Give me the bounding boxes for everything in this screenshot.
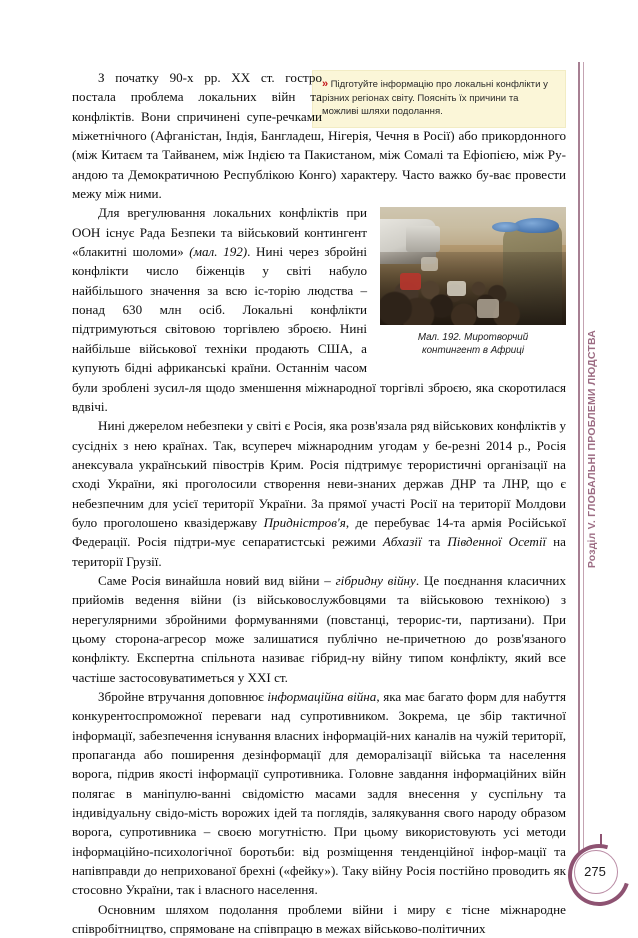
paragraph-4-text-a: Саме Росія винайшла новий вид війни –	[98, 572, 336, 588]
page-side-rule	[578, 62, 580, 852]
figure-caption	[380, 331, 566, 357]
paragraph-3	[72, 416, 566, 571]
paragraph-5-text-b: , яка має багато форм для набуття конкурентоспроможної переваги над супротивником. Зокрема, це збір тактичної інформації, забезпечення існування власних інформацій-них каналів на чужій території, пропаганда або поширення дезінформації для деморалізації війська та населення ворога, підрив якості інформації супротивника. Головне завдання інформаційних війн полягає в маніпулю-ванні свідомістю масами задля внесення у суспільну та індивідуальну свідо-мість ворожих ідей та поглядів, залякування свого народу образом ворога, супротивника – своєю могутністю. При цьому використовують усі методи інформаційно-психологічної боротьби: від розміщення тенденційної інфор-мації та напівправди до неприхованої брехні («фейку»). Таку війну Росія постійно проводить як стосовно України, так і власного населення.	[72, 689, 566, 898]
figure-192	[380, 207, 566, 357]
paragraph-3-term-transnistria: Придністров'я	[263, 514, 346, 530]
photo-blue-helmet-second	[492, 222, 520, 233]
figure-caption-line-1: Мал. 192. Миротворчий	[417, 332, 529, 344]
running-head-chapter: Розділ V. ГЛОБАЛЬНІ ПРОБЛЕМИ ЛЮДСТВА	[586, 330, 598, 569]
photo-un-vehicle-cab	[406, 226, 439, 252]
paragraph-3-text-b: , де перебуває 14-та армія Російської Федерації. Росія підтри-мує сепаратистські режими	[72, 514, 566, 550]
paragraph-4	[72, 571, 566, 687]
paragraph-1-text: З початку 90-х рр. ХХ ст. гостро постала проблема локальних війн та конфліктів. Вони спричинені супе-речками міжетнічного (Афганістан, Індія, Бангладеш, Нігерія, Чечня в Росії) або прикордонного (між Китаєм та Тайванем, між Індією та Пакистаном, між Сомалі та Ефіопією, між Ру-андою та Демократичною Республікою Конго) характеру. Часто важко бу-ває провести межу між ними.	[72, 70, 566, 202]
page-folio	[566, 842, 628, 904]
photo-un-peacekeepers	[380, 207, 566, 325]
paragraph-2-text-a: Для врегулювання локальних конфліктів при ООН існує Рада Безпеки та військовий контингент «блакитні шоломи»	[72, 205, 367, 260]
photo-child-beige-shirt	[477, 299, 499, 318]
paragraph-4-text-b: . Це поєднання класичних прийомів ведення війни (із військовослужбовцями та військовою технікою) з нерегулярними збройними формуваннями (повстанці, терорис-ти, партизани). При цьому сторона-агресор може залишатися публічно не-причетною до розв'язаного конфлікту. Експертна спільнота називає гібрид-ну війну типом конфлікту, який все частіше застосовуватиметься у ХХІ ст.	[72, 572, 566, 685]
paragraph-3-text-a: Нині джерелом небезпеки у світі є Росія, яка розв'язала ряд військових конфліктів у сусідніх з нею країнах. Так, всупереч міжнародним угодам у бе-резні 2014 р., Росія анексувала український півострів Крим. Росія підтримує терористичні організації на сході України, які проголосили створення неви-знаних держав ДНР та ЛНР, що є небезпечним для усієї території України. За прямої участі Росії на території Молдови було проголошено квазідержаву	[72, 418, 566, 530]
paragraph-3-term-south-ossetia: Південної Осетії	[447, 534, 547, 550]
double-chevron-right-icon: »	[322, 78, 327, 90]
paragraph-5-text-a: Збройне втручання доповнює	[98, 689, 268, 704]
photo-blue-helmet	[514, 218, 559, 233]
photo-child-white-shirt	[447, 281, 466, 296]
figure-caption-line-2: контингент в Африці	[421, 345, 525, 357]
paragraph-6-text: Основним шляхом подолання проблеми війни і миру є тісне міжнародне співробітництво, спрямоване на співпрацю в межах військово-політичних	[72, 901, 566, 937]
paragraph-3-text-c: та	[421, 534, 448, 550]
paragraph-3-text-d: на території Грузії.	[72, 534, 566, 569]
paragraph-6	[72, 900, 566, 938]
page-number: 275	[584, 863, 606, 879]
body-text-column	[72, 68, 566, 938]
paragraph-2-figure-ref: (мал. 192)	[189, 244, 248, 260]
paragraph-5-term-information-war: інформаційна війна	[267, 689, 377, 704]
paragraph-5	[72, 687, 566, 900]
photo-child-red-shirt	[400, 273, 420, 290]
task-callout-text: Підготуйте інформацію про локальні конфлікти у різних регіонах світу. Поясніть їх причини та можливі шляхи подолання.	[322, 79, 548, 118]
paragraph-3-term-abkhazia: Абхазії	[382, 534, 422, 550]
task-callout	[312, 70, 566, 128]
page-side-rule-thin	[583, 62, 584, 852]
paragraph-4-term-hybrid-war: гібридну війну	[335, 572, 416, 588]
paragraph-2-text-b: . Нині через збройні конфлікти число біженців у світі набуло найбільшого значення за всю іс-торію людства – понад 630 млн осіб. Локальні конфлікти підтримуються світовою торгівлею зброєю. Нині найбільше військової техніки продають США, а купують бідні африканські країни. Останнім часом були зроблені зусил-ля щодо зменшення міжнародної торгівлі зброєю, яка скоротилася вдвічі.	[72, 244, 566, 414]
photo-child-light-shirt	[421, 257, 438, 271]
